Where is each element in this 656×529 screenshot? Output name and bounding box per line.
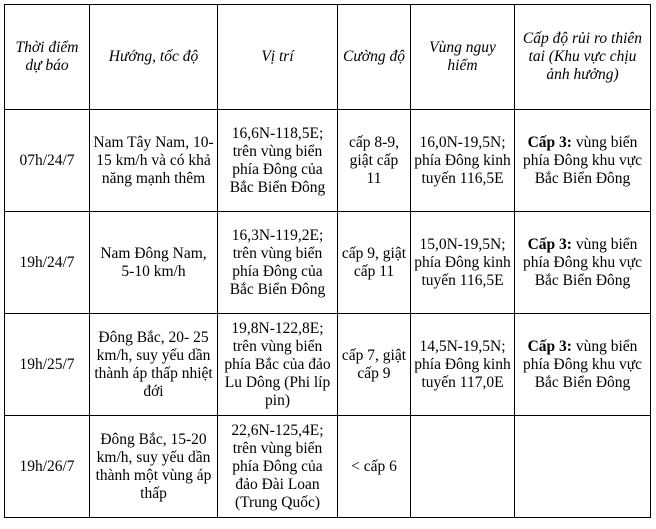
cell-intensity: cấp 7, giật cấp 9 (338, 314, 411, 416)
risk-level-label: Cấp 3: (527, 337, 572, 355)
cell-position: 16,6N-118,5E; trên vùng biển phía Đông của Bắc Biển Đông (218, 110, 338, 212)
cell-direction: Nam Tây Nam, 10-15 km/h và có khả năng mạnh thêm (90, 110, 218, 212)
cell-danger-zone: 16,0N-19,5N; phía Đông kinh tuyến 116,5E (411, 110, 515, 212)
risk-area-text: vùng biển phía Đông khu vực Bắc Biển Đông (522, 337, 643, 391)
table-row (5, 416, 651, 518)
cell-intensity: cấp 9, giật cấp 11 (338, 212, 411, 314)
cell-risk-level (515, 110, 651, 212)
cell-time: 19h/24/7 (5, 212, 90, 314)
cell-time: 19h/25/7 (5, 314, 90, 416)
cell-risk-level (515, 416, 651, 518)
cell-time: 19h/26/7 (5, 416, 90, 518)
cell-direction: Nam Đông Nam, 5-10 km/h (90, 212, 218, 314)
header-position: Vị trí (218, 5, 338, 110)
cell-position: 19,8N-122,8E; trên vùng biển phía Bắc của đảo Lu Dông (Phi líp pin) (218, 314, 338, 416)
table-row (5, 314, 651, 416)
header-danger-zone: Vùng nguy hiểm (411, 5, 515, 110)
header-direction: Hướng, tốc độ (90, 5, 218, 110)
header-intensity: Cường độ (338, 5, 411, 110)
cell-direction: Đông Bắc, 15-20 km/h, suy yếu dần thành một vùng áp thấp (90, 416, 218, 518)
table-header-row (5, 5, 651, 110)
cell-risk-level (515, 212, 651, 314)
cell-risk-level (515, 314, 651, 416)
forecast-table (4, 4, 651, 518)
cell-time: 07h/24/7 (5, 110, 90, 212)
header-risk-level: Cấp độ rủi ro thiên tai (Khu vực chịu ảnh hưởng) (515, 5, 651, 110)
risk-area-text: vùng biển phía Đông khu vực Bắc Biển Đông (522, 235, 643, 289)
table-row (5, 212, 651, 314)
cell-danger-zone: 15,0N-19,5N; phía Đông kinh tuyến 116,5E (411, 212, 515, 314)
cell-direction: Đông Bắc, 20- 25 km/h, suy yếu dần thành áp thấp nhiệt đới (90, 314, 218, 416)
cell-intensity: < cấp 6 (338, 416, 411, 518)
header-time: Thời điểm dự báo (5, 5, 90, 110)
table-row (5, 110, 651, 212)
risk-level-label: Cấp 3: (527, 133, 572, 151)
risk-level-label: Cấp 3: (527, 235, 572, 253)
cell-danger-zone: 14,5N-19,5N; phía Đông kinh tuyến 117,0E (411, 314, 515, 416)
cell-danger-zone (411, 416, 515, 518)
risk-area-text: vùng biển phía Đông khu vực Bắc Biển Đông (522, 133, 643, 187)
cell-intensity: cấp 8-9, giật cấp 11 (338, 110, 411, 212)
cell-position: 16,3N-119,2E; trên vùng biển phía Đông của Bắc Biển Đông (218, 212, 338, 314)
cell-position: 22,6N-125,4E; trên vùng biển phía Đông của đảo Đài Loan (Trung Quốc) (218, 416, 338, 518)
